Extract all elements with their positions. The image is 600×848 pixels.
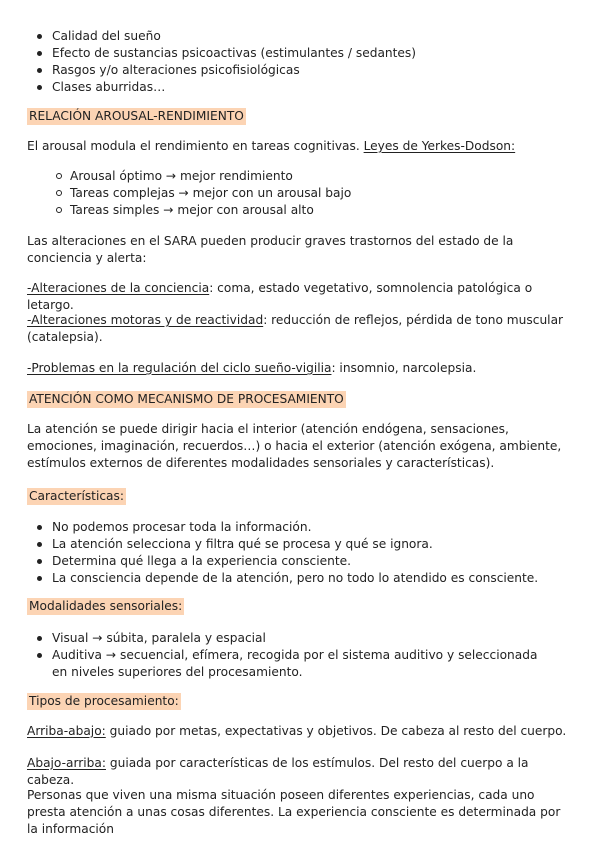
section-heading-atencion: ATENCIÓN COMO MECANISMO DE PROCESAMIENTO [29,392,344,406]
list-item: Clases aburridas… [52,79,552,96]
caracteristicas-list [52,519,552,587]
alteration-sueno [27,360,567,377]
list-item: Auditiva → secuencial, efímera, recogida por el sistema auditivo y seleccionada en niveles superiores del procesamiento. [52,647,552,681]
abajo-arriba-paragraph [27,755,567,789]
list-item: Calidad del sueño [52,28,552,45]
subheading-modalidades: Modalidades sensoriales: [29,599,183,613]
yerkes-dodson-list [70,168,550,219]
abajo-arriba-label: Abajo-arriba: [27,756,106,770]
list-item: Tareas complejas → mejor con un arousal bajo [70,185,550,202]
arousal-intro [27,138,567,155]
arousal-intro-text: El arousal modula el rendimiento en tareas cognitivas. [27,139,364,153]
list-item: Arousal óptimo → mejor rendimiento [70,168,550,185]
subheading-tipos: Tipos de procesamiento: [29,694,179,708]
subheading-caracteristicas: Características: [29,489,124,503]
alteration-text: : reducción de reflejos, pérdida de tono muscular (catalepsia). [27,313,564,344]
list-item: Determina qué llega a la experiencia consciente. [52,553,552,570]
list-item: Rasgos y/o alteraciones psicofisiológicas [52,62,552,79]
atencion-intro: La atención se puede dirigir hacia el interior (atención endógena, sensaciones, emociones, imaginación, recuerdos…) o hacia el exterior (atención exógena, ambiente, estímulos externos de diferentes modalidades sensoriales y características). [27,422,562,470]
list-item: Visual → súbita, paralela y espacial [52,630,552,647]
alteration-text: : insomnio, narcolepsia. [331,361,477,375]
abajo-arriba-text: guiada por características de los estímulos. Del resto del cuerpo a la cabeza. [27,756,529,787]
sara-paragraph: Las alteraciones en el SARA pueden producir graves trastornos del estado de la conciencia y alerta: [27,234,514,265]
alteration-label: -Problemas en la regulación del ciclo sueño-vigilia [27,361,332,375]
list-item: No podemos procesar toda la información. [52,519,552,536]
list-item: La consciencia depende de la atención, pero no todo lo atendido es consciente. [52,570,552,587]
alteration-motoras [27,312,567,346]
factors-list [52,28,552,96]
alteration-label: -Alteraciones de la conciencia [27,281,210,295]
list-item: Efecto de sustancias psicoactivas (estimulantes / sedantes) [52,45,552,62]
arriba-abajo-text: guiado por metas, expectativas y objetivos. De cabeza al resto del cuerpo. [105,724,567,738]
yerkes-dodson-link[interactable]: Leyes de Yerkes-Dodson: [363,139,516,153]
arriba-abajo-paragraph [27,723,567,740]
final-paragraph: Personas que viven una misma situación poseen diferentes experiencias, cada uno presta atención a unas cosas diferentes. La experiencia consciente es determinada por la información [27,788,561,836]
alteration-label: -Alteraciones motoras y de reactividad [27,313,264,327]
alteration-text: : coma, estado vegetativo, somnolencia patológica o letargo. [27,281,533,312]
alteration-conciencia [27,280,567,314]
list-item: La atención selecciona y filtra qué se procesa y qué se ignora. [52,536,552,553]
section-heading-arousal: RELACIÓN AROUSAL-RENDIMIENTO [29,109,244,123]
list-item: Tareas simples → mejor con arousal alto [70,202,550,219]
arriba-abajo-label: Arriba-abajo: [27,724,106,738]
modalidades-list [52,630,552,681]
